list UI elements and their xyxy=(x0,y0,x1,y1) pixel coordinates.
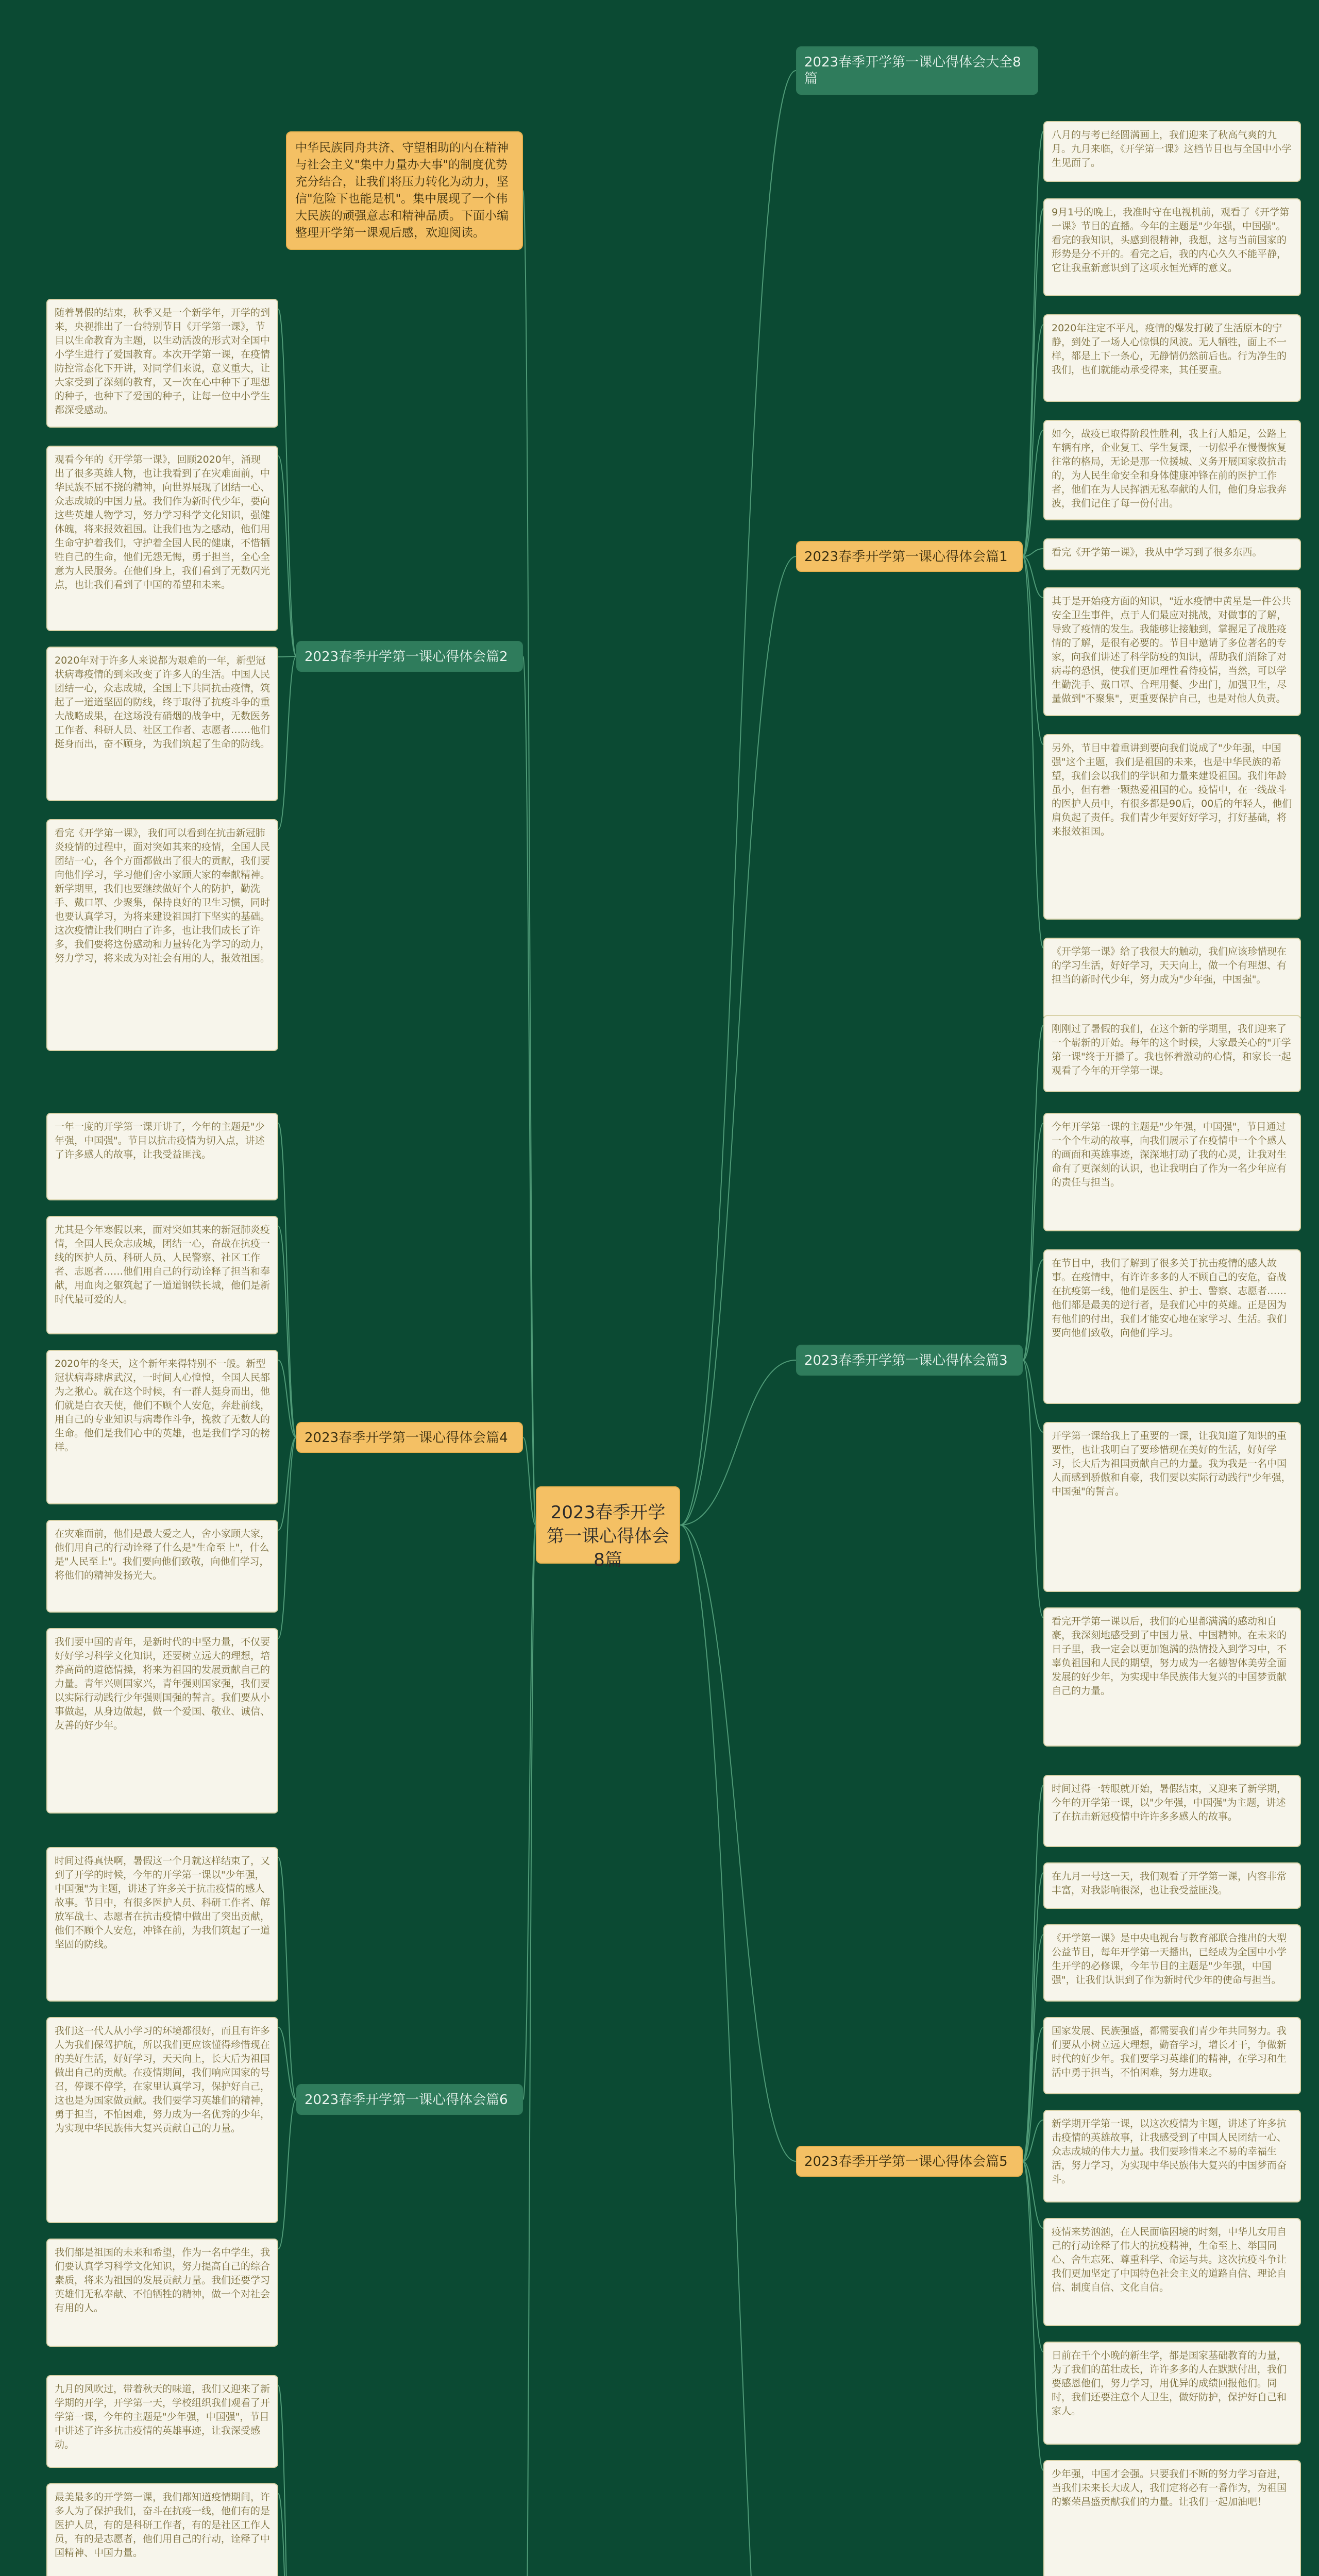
link-b5 xyxy=(680,1525,796,2161)
branch-part-2[interactable]: 2023春季开学第一课心得体会篇2 xyxy=(296,641,523,672)
leaf-p4-4: 在灾难面前，他们是最大爱之人，舍小家顾大家，他们用自己的行动诠释了什么是"生命至上"，什么是"人民至上"。我们要向他们致敬，向他们学习，将他们的精神发扬光大。 xyxy=(46,1520,278,1613)
leaf-p5-2: 在九月一号这一天，我们观看了开学第一课，内容非常丰富，对我影响很深，也让我受益匪浅。 xyxy=(1043,1862,1301,1909)
link-b7 xyxy=(680,1525,796,2576)
leaf-p1-4: 如今，战疫已取得阶段性胜利，我上行人船足，公路上车辆有序，企业复工、学生复课，一切似乎在慢慢恢复往常的格局，无论是那一位援城、义务开展国家救抗击的，为人民生命安全和身体健康冲锋在前的医护工作者，他们在为人民挥洒无私奉献的人们，他们身忘我奔波，我们记住了每一份付出。 xyxy=(1043,420,1301,520)
leaf-link xyxy=(278,2385,296,2576)
leaf-p4-2: 尤其是今年寒假以来，面对突如其来的新冠肺炎疫情，全国人民众志成城，团结一心，奋战在抗疫一线的医护人员、科研人员、人民警察、社区工作者、志愿者……他们用自己的行动诠释了担当和奉献，用血肉之躯筑起了一道道钢铁长城，他们是新时代最可爱的人。 xyxy=(46,1216,278,1334)
leaf-p8-1: 九月的风吹过，带着秋天的味道，我们又迎来了新学期的开学，开学第一天，学校组织我们观看了开学第一课，今年的主题是"少年强，中国强"，节目中讲述了许多抗击疫情的英雄事迹，让我深受感动。 xyxy=(46,2375,278,2468)
leaf-link xyxy=(278,1437,296,1638)
leaf-p4-1: 一年一度的开学第一课开讲了，今年的主题是"少年强，中国强"。节目以抗击疫情为切入点，讲述了许多感人的故事，让我受益匪浅。 xyxy=(46,1113,278,1200)
leaf-p2-4: 看完《开学第一课》，我们可以看到在抗击新冠肺炎疫情的过程中，面对突如其来的疫情，全国人民团结一心，各个方面都做出了很大的贡献，我们要向他们学习，学习他们舍小家顾大家的奉献精神。新学期里，我们也要继续做好个人的防护，勤洗手、戴口罩、少聚集，保持良好的卫生习惯，同时也要认真学习，为将来建设祖国打下坚实的基础。这次疫情让我们明白了许多，也让我们成长了许多，我们要将这份感动和力量转化为学习的动力，努力学习，将来成为对社会有用的人，报效祖国。 xyxy=(46,819,278,1051)
leaf-link xyxy=(278,309,296,656)
leaf-p5-4: 国家发展、民族强盛，都需要我们青少年共同努力。我们要从小树立远大理想，勤奋学习，增长才干，争做新时代的好少年。我们要学习英雄们的精神，在学习和生活中勇于担当，不怕困难，努力进取。 xyxy=(1043,2017,1301,2094)
link-b8 xyxy=(523,1525,536,2576)
leaf-link xyxy=(278,2099,296,2249)
leaf-p2-2: 观看今年的《开学第一课》，回顾2020年，涌现出了很多英雄人物，也让我看到了在灾难面前，中华民族不屈不挠的精神，向世界展现了团结一心、众志成城的中国力量。我们作为新时代少年，要向这些英雄人物学习，努力学习科学文化知识，强健体魄，将来报效祖国。让我们也为之感动，他们用生命守护着我们，守护着全国人民的健康，不惜牺牲自己的生命，他们无怨无悔，勇于担当，全心全意为人民服务。在他们身上，我们看到了无数闪光点，也让我们看到了中国的希望和未来。 xyxy=(46,446,278,631)
leaf-p4-3: 2020年的冬天，这个新年来得特别不一般。新型冠状病毒肆虐武汉，一时间人心惶惶，全国人民都为之揪心。就在这个时候，有一群人挺身而出，他们就是白衣天使，他们不顾个人安危，奔赴前线，用自己的专业知识与病毒作斗争，挽救了无数人的生命。他们是我们心中的英雄，也是我们学习的榜样。 xyxy=(46,1350,278,1504)
leaf-p6-2: 我们这一代人从小学习的环境都很好，而且有许多人为我们保驾护航，所以我们更应该懂得珍惜现在的美好生活，好好学习，天天向上，长大后为祖国做出自己的贡献。在疫情期间，我们响应国家的号召，停课不停学，在家里认真学习，保护好自己，这也是为国家做贡献。我们要学习英雄们的精神，勇于担当，不怕困难，努力成为一名优秀的少年，为实现中华民族伟大复兴贡献自己的力量。 xyxy=(46,2017,278,2223)
leaf-link xyxy=(278,1437,296,1530)
leaf-p1-8: 《开学第一课》给了我很大的触动，我们应该珍惜现在的学习生活，好好学习，天天向上，做一个有理想、有担当的新时代少年，努力成为"少年强，中国强"。 xyxy=(1043,938,1301,1020)
leaf-p1-6: 其于是开始疫方面的知识，"近水疫情中黄星是一件公共安全卫生事件，点于人们最应对挑战，对做事的了解，导致了疫情的发生。我能够让接触到，掌握足了战胜疫情的了解，是很有必要的。节目中邀请了多位著名的专家，向我们讲述了科学防疫的知识，帮助我们消除了对病毒的恐惧，使我们更加理性看待疫情，当然，可以学生勤洗手、戴口罩、合理用餐、少出门，加强卫生，尽量做到"不聚集"，更重要保护自己，也是对他人负责。 xyxy=(1043,587,1301,716)
leaf-p3-2: 今年开学第一课的主题是"少年强，中国强"，节目通过一个个生动的故事，向我们展示了在疫情中一个个感人的画面和英雄事迹，深深地打动了我的心灵，让我对生命有了更深刻的认识，也让我明白了作为一名少年应有的责任与担当。 xyxy=(1043,1113,1301,1231)
branch-part-6[interactable]: 2023春季开学第一课心得体会篇6 xyxy=(296,2084,523,2115)
leaf-p3-3: 在节目中，我们了解到了很多关于抗击疫情的感人故事。在疫情中，有许许多多的人不顾自己的安危，奋战在抗疫第一线，他们是医生、护士、警察、志愿者……他们都是最美的逆行者，是我们心中的英雄。正是因为有他们的付出，我们才能安心地在家学习、生活。我们要向他们致敬，向他们学习。 xyxy=(1043,1249,1301,1404)
leaf-link xyxy=(1023,1123,1043,1360)
link-b6 xyxy=(523,1525,536,2099)
link-b3 xyxy=(680,1360,796,1525)
leaf-link xyxy=(1023,556,1043,948)
leaf-p1-7: 另外，节目中着重讲到要向我们说成了"少年强，中国强"这个主题，我们是祖国的未来，也是中华民族的希望，我们会以我们的学识和力量来建设祖国。我们年龄虽小，但有着一颗热爱祖国的心。疫情中，在一线战斗的医护人员中，有很多都是90后，00后的年轻人，他们肩负起了责任。我们青少年要好好学习，打好基础，将来报效祖国。 xyxy=(1043,734,1301,920)
leaf-p3-1: 刚刚过了暑假的我们，在这个新的学期里，我们迎来了一个崭新的开始。每年的这个时候，大家最关心的"开学第一课"终于开播了。我也怀着激动的心情，和家长一起观看了今年的开学第一课。 xyxy=(1043,1015,1301,1092)
leaf-p5-1: 时间过得一转眼就开始，暑假结束，又迎来了新学期，今年的开学第一课，以"少年强，中国强"为主题，讲述了在抗击新冠疫情中许许多多感人的故事。 xyxy=(1043,1775,1301,1847)
leaf-p5-3: 《开学第一课》是中央电视台与教育部联合推出的大型公益节目，每年开学第一天播出，已经成为全国中小学生开学的必修课，今年节目的主题是"少年强，中国强"，让我们认识到了作为新时代少年的使命与担当。 xyxy=(1043,1924,1301,2002)
leaf-p3-5: 看完开学第一课以后，我们的心里都满满的感动和自豪，我深刻地感受到了中国力量、中国精神。在未来的日子里，我一定会以更加饱满的热情投入到学习中，不辜负祖国和人民的期望，努力成为一名德智体美劳全面发展的好少年，为实现中华民族伟大复兴的中国梦贡献自己的力量。 xyxy=(1043,1607,1301,1747)
leaf-link xyxy=(1023,2161,1043,2470)
leaf-p8-2: 最美最多的开学第一课，我们都知道疫情期间，许多人为了保护我们，奋斗在抗疫一线，他们有的是医护人员，有的是科研工作者，有的是社区工作人员，有的是志愿者，他们用自己的行动，诠释了中国精神、中国力量。 xyxy=(46,2483,278,2576)
leaf-link xyxy=(278,2494,296,2576)
leaf-link xyxy=(278,1226,296,1437)
leaf-p5-7: 日前在千个小晚的新生学，都是国家基础教育的力量，为了我们的茁壮成长，许许多多的人在默默付出，我们要感恩他们，努力学习，用优异的成绩回报他们。同时，我们还要注意个人卫生，做好防护，保护好自己和家人。 xyxy=(1043,2342,1301,2445)
leaf-p5-8: 少年强，中国才会强。只要我们不断的努力学习奋进，当我们未来长大成人，我们定将必有一番作为，为祖国的繁荣昌盛贡献我们的力量。让我们一起加油吧！ xyxy=(1043,2460,1301,2576)
branch-overview[interactable]: 2023春季开学第一课心得体会大全8篇 xyxy=(796,46,1038,95)
link-intro xyxy=(523,191,536,1525)
leaf-p1-3: 2020年注定不平凡，疫情的爆发打破了生活原本的宁静，到处了一场人心惊惧的风波。无人牺牲，面上不一样，都是上下一条心，无静情仍然前后也。行为净生的我们，也们就能动承受得来，其任要重。 xyxy=(1043,314,1301,402)
branch-part-4[interactable]: 2023春季开学第一课心得体会篇4 xyxy=(296,1422,523,1453)
leaf-link xyxy=(1023,209,1043,556)
leaf-p2-3: 2020年对于许多人来说都为艰难的一年，新型冠状病毒疫情的到来改变了许多人的生活。中国人民团结一心，众志成城，全国上下共同抗击疫情，筑起了一道道坚固的防线，终于取得了抗疫斗争的重大战略成果，在这场没有硝烟的战争中，无数医务工作者、科研人员、社区工作者、志愿者……他们挺身而出，奋不顾身，为我们筑起了生命的防线。 xyxy=(46,647,278,801)
link-b0 xyxy=(680,71,796,1525)
leaf-link xyxy=(1023,1785,1043,2161)
leaf-link xyxy=(1023,1873,1043,2161)
leaf-link xyxy=(278,656,296,829)
leaf-p1-5: 看完《开学第一课》，我从中学习到了很多东西。 xyxy=(1043,538,1301,570)
intro-note: 中华民族同舟共济、守望相助的内在精神与社会主义"集中力量办大事"的制度优势充分结合，让我们将压力转化为动力，坚信"危险下也能是机"。集中展现了一个伟大民族的顽强意志和精神品质。下面小编整理开学第一课观后感，欢迎阅读。 xyxy=(286,131,523,250)
leaf-p4-5: 我们要中国的青年，是新时代的中坚力量，不仅要好好学习科学文化知识，还要树立远大的理想，培养高尚的道德情操，将来为祖国的发展贡献自己的力量。青年兴则国家兴，青年强则国家强，我们要以实际行动践行少年强则国强的誓言。我们要从小事做起，从身边做起，做一个爱国、敬业、诚信、友善的好少年。 xyxy=(46,1628,278,1814)
leaf-link xyxy=(278,1123,296,1437)
leaf-p5-5: 新学期开学第一课，以这次疫情为主题，讲述了许多抗击疫情的英雄故事，让我感受到了中国人民团结一心、众志成城的伟大力量。我们要珍惜来之不易的幸福生活，努力学习，为实现中华民族伟大复兴的中国梦而奋斗。 xyxy=(1043,2110,1301,2202)
branch-part-1[interactable]: 2023春季开学第一课心得体会篇1 xyxy=(796,541,1023,572)
leaf-link xyxy=(278,656,296,657)
leaf-p1-2: 9月1号的晚上，我准时守在电视机前，观看了《开学第一课》节目的直播。今年的主题是"少年强，中国强"。看完的我知识，头感到很精神，我想，这与当前国家的形势是分不开的。看完之后，我的内心久久不能平静，它让我重新意识到了这项永恒光辉的意义。 xyxy=(1043,198,1301,296)
link-b1 xyxy=(680,556,796,1525)
branch-part-3[interactable]: 2023春季开学第一课心得体会篇3 xyxy=(796,1345,1023,1376)
branch-part-5[interactable]: 2023春季开学第一课心得体会篇5 xyxy=(796,2146,1023,2177)
leaf-p2-1: 随着暑假的结束，秋季又是一个新学年，开学的到来，央视推出了一台特别节目《开学第一课》，节目以生命教育为主题，以生动活泼的形式对全国中小学生进行了爱国教育。本次开学第一课，在疫情防控常态化下开讲，对同学们来说，意义重大，让大家受到了深刻的教育，又一次在心中种下了理想的种子，也种下了爱国的种子，让每一位中小学生都深受感动。 xyxy=(46,299,278,428)
leaf-p1-1: 八月的与考已经圆满画上，我们迎来了秋高气爽的九月。九月来临，《开学第一课》这档节目也与全国中小学生见面了。 xyxy=(1043,121,1301,182)
root-node[interactable]: 2023春季开学第一课心得体会8篇 xyxy=(536,1486,680,1564)
leaf-p6-1: 时间过得真快啊，暑假这一个月就这样结束了，又到了开学的时候，今年的开学第一课以"少年强，中国强"为主题，讲述了许多关于抗击疫情的感人故事。节目中，有很多医护人员、科研工作者、解放军战士、志愿者在抗击疫情中做出了突出贡献，他们不顾个人安危，冲锋在前，为我们筑起了一道坚固的防线。 xyxy=(46,1847,278,2002)
leaf-p3-4: 开学第一课给我上了重要的一课，让我知道了知识的重要性，也让我明白了要珍惜现在美好的生活，好好学习，长大后为祖国贡献自己的力量。我为我是一名中国人而感到骄傲和自豪，我们要以实际行动践行"少年强，中国强"的誓言。 xyxy=(1043,1422,1301,1592)
leaf-p6-3: 我们都是祖国的未来和希望，作为一名中学生，我们要认真学习科学文化知识，努力提高自己的综合素质，将来为祖国的发展贡献力量。我们还要学习英雄们无私奉献、不怕牺牲的精神，做一个对社会有用的人。 xyxy=(46,2239,278,2347)
leaf-link xyxy=(1023,556,1043,744)
leaf-p5-6: 疫情来势汹汹，在人民面临困境的时刻，中华儿女用自己的行动诠释了伟大的抗疫精神，生命至上、举国同心、舍生忘死、尊重科学、命运与共。这次抗疫斗争让我们更加坚定了中国特色社会主义的道路自信、理论自信、制度自信、文化自信。 xyxy=(1043,2218,1301,2326)
